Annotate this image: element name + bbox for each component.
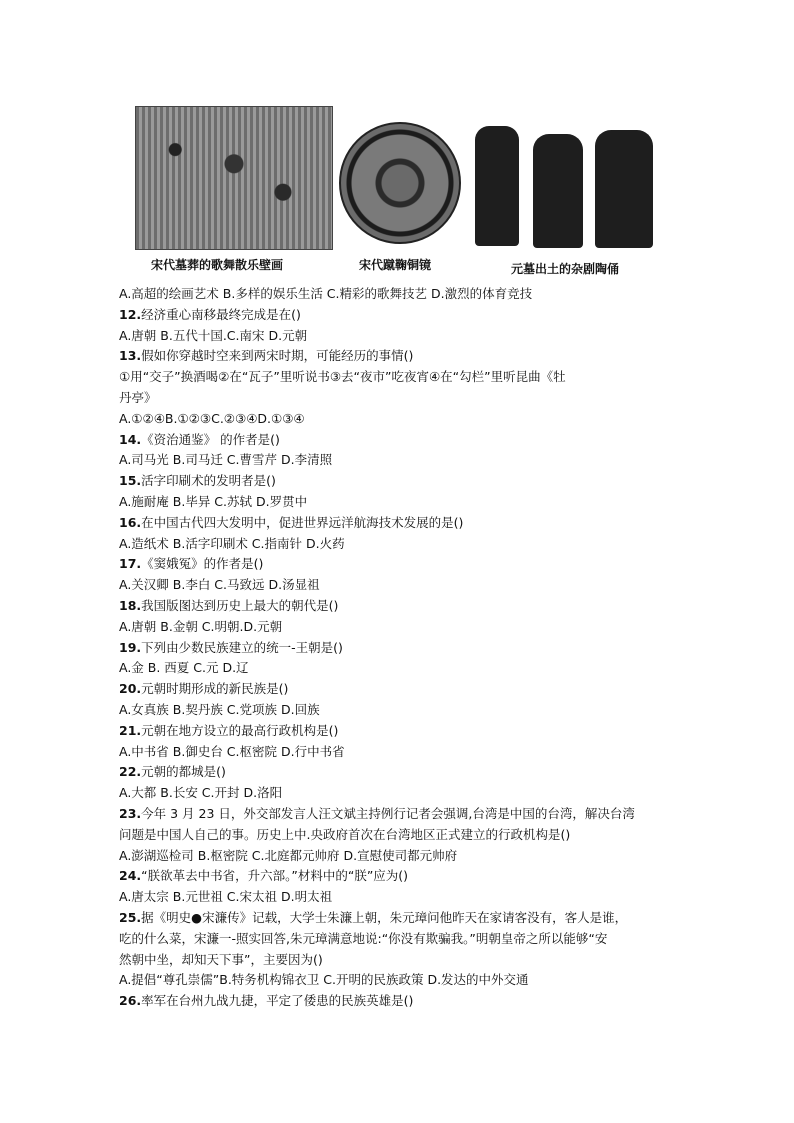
text-line: A.唐朝 B.五代十国.C.南宋 D.元朝 — [119, 327, 308, 343]
text-line: 丹亭》 — [119, 390, 157, 405]
text-line: A.金 B. 西夏 C.元 D.辽 — [119, 660, 249, 676]
text-line: A.高超的绘画艺术 B.多样的娱乐生活 C.精彩的歌舞技艺 D.激烈的体育竞技 — [119, 286, 533, 301]
text-line: 17.《窦娥冤》的作者是() — [119, 556, 264, 572]
text-line: A.关汉卿 B.李白 C.马致远 D.汤显祖 — [119, 577, 320, 593]
text-line: 21.元朝在地方设立的最高行政机构是() — [119, 722, 339, 738]
text-line: A.施耐庵 B.毕异 C.苏轼 D.罗贯中 — [119, 494, 308, 509]
text-line: 19.下列由少数民族建立的统一-王朝是() — [119, 639, 343, 655]
text-line: A.唐朝 B.金朝 C.明朝.D.元朝 — [119, 618, 283, 634]
text-line: A.司马光 B.司马迁 C.曹雪芹 D.李清照 — [119, 452, 333, 468]
figurine-1 — [475, 126, 519, 246]
text-line: A.①②④B.①②③C.②③④D.①③④ — [119, 410, 305, 426]
text-line: 20.元朝时期形成的新民族是() — [119, 681, 289, 697]
figure-caption-3: 元墓出土的杂剧陶俑 — [511, 262, 620, 276]
figure-row — [133, 104, 663, 282]
text-line: 16.在中国古代四大发明中，促进世界远洋航海技术发展的是() — [119, 514, 464, 530]
text-line: A.造纸术 B.活字印刷术 C.指南针 D.火药 — [119, 535, 345, 551]
figure-caption-2: 宋代蹴鞠铜镜 — [359, 258, 432, 272]
text-line: 问题是中国人自己的事。历史上中.央政府首次在台湾地区正式建立的行政机构是() — [119, 826, 571, 842]
text-line: 12.经济重心南移最终完成是在() — [119, 306, 301, 322]
text-line: 18.我国版图达到历史上最大的朝代是() — [119, 598, 339, 613]
text-line: 14.《资治通鉴》 的作者是() — [119, 431, 280, 447]
figurine-3 — [595, 130, 653, 248]
figurine-2 — [533, 134, 583, 248]
text-line: 26.率军在台州九战九捷，平定了倭患的民族英雄是() — [119, 993, 414, 1009]
text-line: ①用“交子”换酒喝②在“瓦子”里听说书③去“夜市”吃夜宵④在“勾栏”里听昆曲《牡 — [119, 369, 566, 385]
figure-caption-1: 宋代墓葬的歌舞散乐壁画 — [151, 258, 284, 272]
text-line: 吃的什么菜，宋濂一-照实回答,朱元璋满意地说:“你没有欺骗我。”明朝皇帝之所以能够“安 — [119, 930, 608, 946]
text-line: 25.据《明史●宋濂传》记载，大学士朱濂上朝，朱元璋问他昨天在家请客没有，客人是谁， — [119, 910, 628, 925]
text-line: A.澎湖巡检司 B.枢密院 C.北庭都元帅府 D.宣慰使司都元帅府 — [119, 847, 458, 863]
text-line: A.中书省 B.御史台 C.枢密院 D.行中书省 — [119, 743, 345, 759]
text-line: A.女真族 B.契丹族 C.党项族 D.回族 — [119, 702, 320, 717]
text-line: A.唐太宗 B.元世祖 C.宋太祖 D.明太祖 — [119, 889, 333, 905]
text-line: 22.元朝的都城是() — [119, 764, 226, 780]
text-line: 13.假如你穿越时空来到两宋时期，可能经历的事情() — [119, 348, 414, 364]
text-line: 然朝中坐，却知天下事”，主要因为() — [119, 951, 323, 967]
text-line: 24.“朕欲革去中书省，升六部。”材料中的“朕”应为() — [119, 868, 409, 884]
text-line: 23.今年 3 月 23 日，外交部发言人汪文斌主持例行记者会强调,台湾是中国的台湾，解决台湾 — [119, 806, 635, 821]
text-line: 15.活字印刷术的发明者是() — [119, 473, 276, 489]
text-line: A.大都 B.长安 C.开封 D.洛阳 — [119, 785, 283, 801]
mural-image — [135, 106, 333, 250]
text-line: A.提倡“尊孔崇儒”B.特务机构锦衣卫 C.开明的民族政策 D.发达的中外交通 — [119, 972, 529, 988]
bronze-mirror-image — [339, 122, 461, 244]
